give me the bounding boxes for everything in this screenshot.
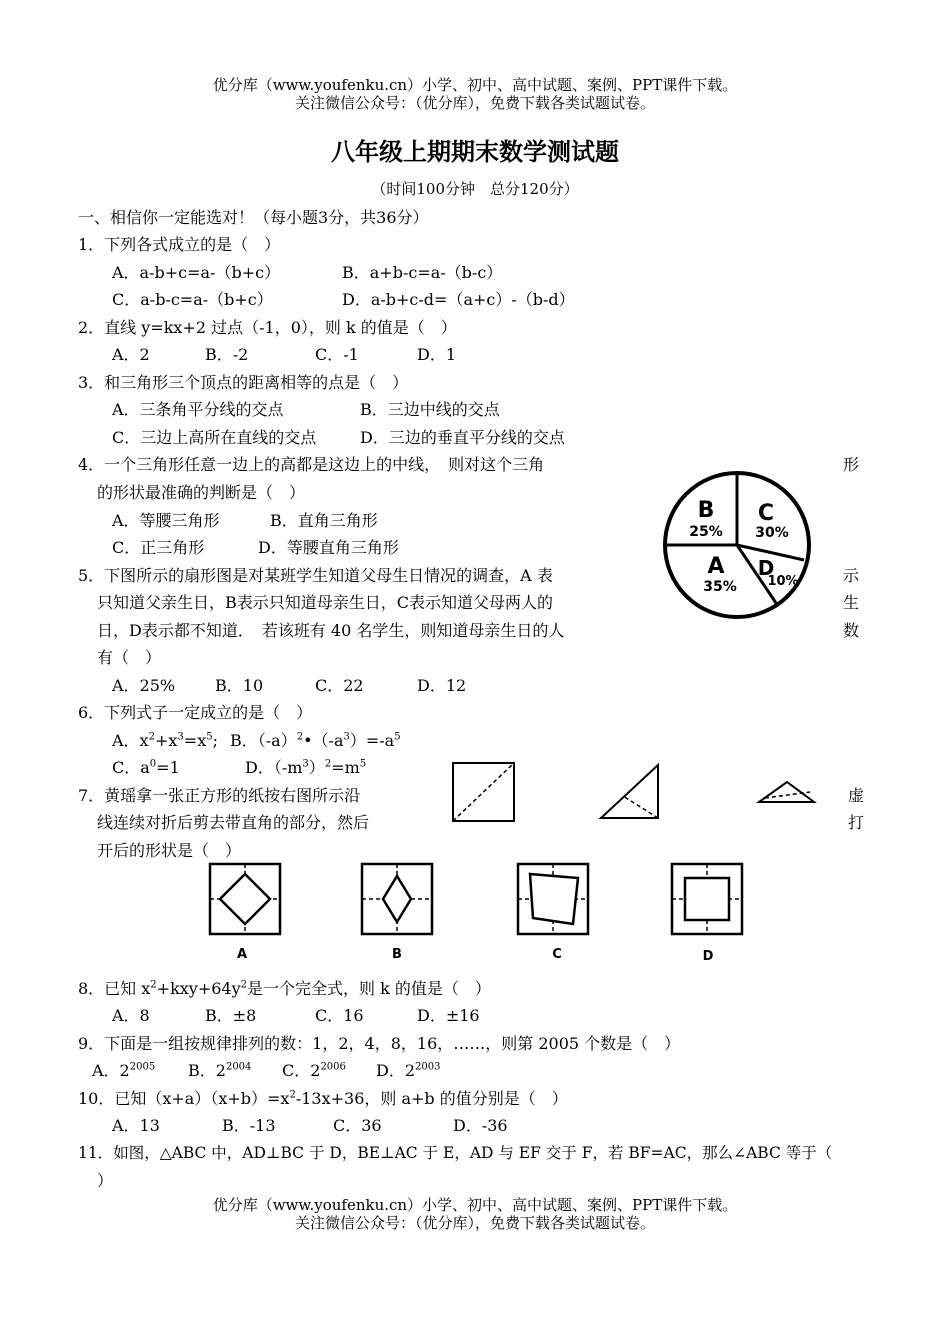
q3-option-c: C．三边上高所在直线的交点 [112,428,317,447]
q5-stem-right-2: 生 [843,593,860,612]
q7-option-c-figure [518,864,588,934]
pie-label-c: C [757,501,775,526]
q8-option-a: A．8 [112,1006,150,1025]
q8-stem: 8．已知 $x^2+kxy+64y^2$是一个完全式，则 k 的值是（ ） [78,979,491,998]
footer-line-1: 优分库（www.youfenku.cn）小学、初中、高中试题、案例、PPT课件下载。 [212,1196,738,1214]
q7-option-a-figure [210,864,280,934]
q7-stem-right-1: 虚 [848,786,865,805]
q3-option-a: A．三条角平分线的交点 [112,400,284,419]
folding-triangle [601,765,658,818]
q4-stem-line-1: 4．一个三角形任意一边上的高都是这边上的中线， 则对这个三角 [78,455,545,474]
pie-label-d: D [757,556,775,580]
page-title: 八年级上期期末数学测试题 [331,138,619,166]
pie-value-d: 10% [767,574,799,589]
q9-option-c: C．$2^{2006}$ [282,1061,346,1080]
q10-option-a: A．13 [112,1116,160,1135]
folding-steps-figure [450,760,850,830]
q4-option-a: A．等腰三角形 [112,511,220,530]
section-1-heading: 一、相信你一定能选对！（每小题3分，共36分） [78,208,429,227]
q6-stem: 6．下列式子一定成立的是（ ） [78,703,313,722]
q10-option-c: C．36 [333,1116,382,1135]
q9-option-a: A．$2^{2005}$ [92,1061,156,1080]
q7-option-d-figure [672,864,742,934]
q6-option-d: D．$(-m^3)^2=m^5$ [245,758,367,777]
q4-stem-line-2: 的形状最准确的判断是（ ） [97,483,306,502]
fold-line-1 [453,763,514,821]
q5-option-b: B．10 [215,676,264,695]
q7-stem-right-2: 打 [848,813,865,832]
pie-value-a: 35% [703,579,737,595]
q3-option-b: B．三边中线的交点 [360,400,500,419]
q7-option-d-label: D [702,949,714,964]
pie-label-a: A [707,554,725,579]
q2-option-c: C．-1 [315,345,359,364]
pie-value-b: 25% [689,524,723,540]
q2-option-b: B．-2 [205,345,249,364]
q2-option-d: D．1 [417,345,457,364]
q6-option-a: A．$x^2+x^3=x^5$; [112,731,218,750]
q9-option-b: B．$2^{2004}$ [188,1061,252,1080]
q5-option-d: D．12 [417,676,467,695]
q5-option-a: A．25% [112,676,176,695]
q8-option-c: C．16 [315,1006,364,1025]
q1-option-a: A．a-b+c=a-（b+c） [112,263,281,282]
q7-stem-line-3: 开后的形状是（ ） [97,841,242,860]
q5-option-c: C．22 [315,676,364,695]
q3-option-d: D．三边的垂直平分线的交点 [360,428,565,447]
q7-option-a-label: A [236,947,248,962]
q1-stem: 1．下列各式成立的是（ ） [78,235,281,254]
header-line-2: 关注微信公众号：（优分库），免费下载各类试题试卷。 [294,94,655,112]
q8-option-d: D．±16 [417,1006,480,1025]
pie-chart [660,470,820,630]
q7-options-figure [200,860,760,970]
q7-option-c-label: C [552,947,562,962]
exam-subtitle: （时间100分钟 总分120分） [371,180,579,198]
pie-value-c: 30% [755,525,789,541]
footer-line-2: 关注微信公众号：（优分库），免费下载各类试题试卷。 [294,1214,655,1232]
q11-stem-line-2: ） [97,1171,114,1190]
q5-stem-line-3: 日，D表示都不知道． 若该班有 40 名学生，则知道母亲生日的人 [97,621,565,640]
q11-stem-line-1: 11．如图，△ABC 中，AD⊥BC 于 D，BE⊥AC 于 E，AD 与 EF 交于 F，若 BF=AC，那么∠ABC 等于（ [78,1144,833,1162]
q2-stem: 2．直线 y=kx+2 过点（-1，0），则 k 的值是（ ） [78,318,457,337]
folded-small-triangle [759,782,814,802]
q4-option-b: B．直角三角形 [270,511,378,530]
q6-option-b: B．$(-a)^2•(-a^3)=-a^5$ [230,731,401,750]
fold-line-2 [623,796,658,818]
q7-stem-line-1: 7．黄瑶拿一张正方形的纸按右图所示沿 [78,786,361,805]
q4-stem-right: 形 [843,455,860,474]
q5-stem-right-1: 示 [843,566,860,585]
q1-option-c: C．a-b-c=a-（b+c） [112,290,273,309]
q2-option-a: A．2 [112,345,150,364]
q5-stem-line-4: 有（ ） [97,648,162,667]
q10-option-b: B．-13 [222,1116,276,1135]
q7-option-b-figure [362,864,432,934]
q5-stem-right-3: 数 [843,621,860,640]
header-line-1: 优分库（www.youfenku.cn）小学、初中、高中试题、案例、PPT课件下载。 [212,76,738,94]
q8-option-b: B．±8 [205,1006,257,1025]
q9-stem: 9．下面是一组按规律排列的数：1，2，4，8，16，……，则第 2005 个数是（ ） [78,1034,681,1053]
q4-option-c: C．正三角形 [112,538,205,557]
q4-option-d: D．等腰直角三角形 [258,538,399,557]
q1-option-b: B．a+b-c=a-（b-c） [342,263,503,282]
q5-stem-line-2: 只知道父亲生日，B表示只知道母亲生日，C表示知道父母两人的 [97,593,554,612]
q3-stem: 3．和三角形三个顶点的距离相等的点是（ ） [78,373,409,392]
q10-stem: 10．已知$(x+a)(x+b)=x^2-13x+36$，则 a+b 的值分别是（ ） [78,1089,568,1108]
q9-option-d: D．$2^{2003}$ [376,1061,441,1080]
q6-option-c: C．$a^0=1$ [112,758,180,777]
q7-stem-line-2: 线连续对折后剪去带直角的部分，然后 [97,813,370,832]
q1-option-d: D．a-b+c-d=（a+c）-（b-d） [342,290,575,309]
q10-option-d: D．-36 [453,1116,508,1135]
q5-stem-line-1: 5．下图所示的扇形图是对某班学生知道父母生日情况的调查，A 表 [78,566,553,585]
pie-label-b: B [697,498,715,523]
q7-option-b-label: B [392,947,402,962]
